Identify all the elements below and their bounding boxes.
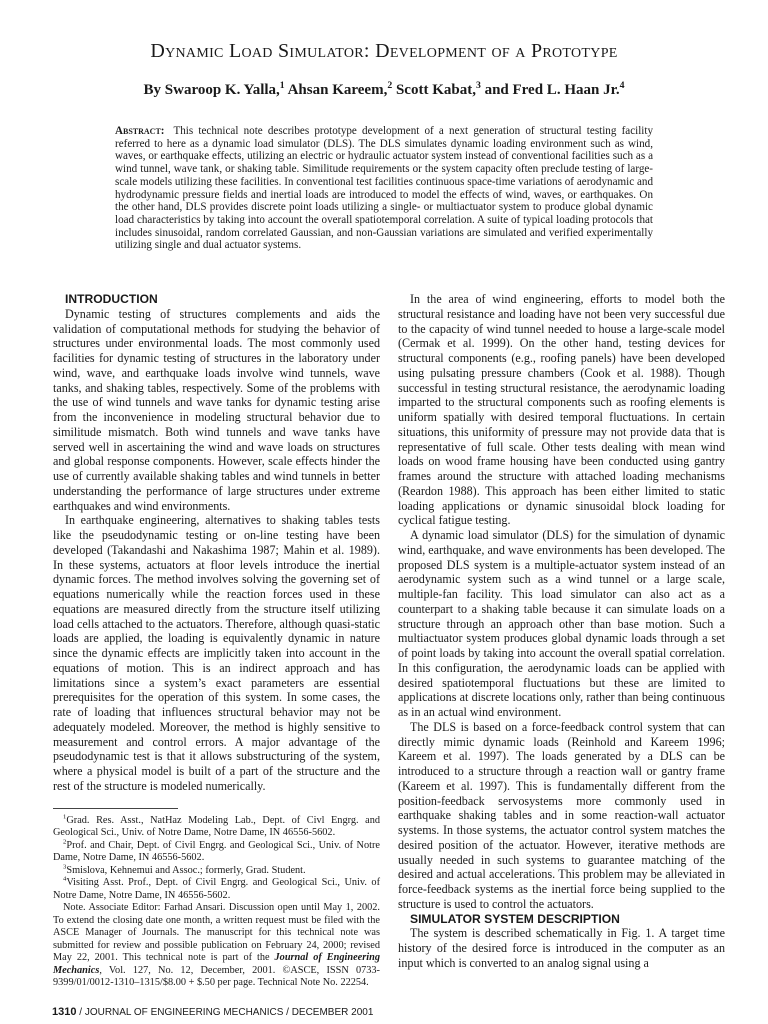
paragraph: A dynamic load simulator (DLS) for the simulation of dynamic wind, earthquake, and wave environments has been developed. The proposed DLS system is a multiple-actuator system instead of an aerodynamic system such as a wind tunnel or a large scale, multiple-fan facility. This load simulator can also act as a counterpart to a shaking table because it can simulate loads on a structure through an approach other than base motion. Such a multiactuator system produces global dynamic loads through a set of point loads by taking into account the overall spatial correlation. In this configuration, the aerodynamic loads can be applied with desired spatiotemporal fluctuations but these are limited to applications at discrete locations only, rather than being continuous as in an actual wind environment. [398,528,725,719]
footnote-divider [53,808,178,809]
journal-footer-line: / JOURNAL OF ENGINEERING MECHANICS / DECEMBER 2001 [76,1007,374,1018]
footnote-mark: 2 [63,838,67,846]
abstract-text: This technical note describes prototype development of a next generation of structural testing facility referred to here as a dynamic load simulator (DLS). The DLS simulates dynamic loading environment such as wind, waves, or earthquake effects, utilizing an electric or hydraulic actuator system instead of conventional facilities such as a wind tunnel, wave tank, or shaking table. Similitude requirements or the system capacity often preclude testing of large-scale models utilizing these facilities. In conventional test facilities continuous space-time variations of aerodynamic and hydrodynamic pressure fields and inertial loads are introduced to model the effects of wind, waves, or earthquakes. On the other hand, DLS provides discrete point loads utilizing a single- or multiactuator system to produce global dynamic load characteristics by taking into account the overall spatiotemporal correlation. A suite of typical loading protocols that includes sinusoidal, random correlated Gaussian, and non-Gaussian variations are simulated and verified experimentally utilizing single and dual actuator systems. [115,125,653,252]
page-footer [52,1006,373,1018]
journal-name: Journal of Engineering Mechanics [53,952,380,976]
footnote [53,840,380,865]
footnote-text: Prof. and Chair, Dept. of Civil Engrg. and Geological Sci., Univ. of Notre Dame, Notre Dame, IN 46556-5602. [53,839,380,863]
section-heading-simulator-system: SIMULATOR SYSTEM DESCRIPTION [410,911,620,926]
author-affiliation-mark: 2 [387,80,393,91]
editor-note-text: Note. Associate Editor: Farhad Ansari. Discussion open until May 1, 2002. To extend the closing date one month, a written request must be filed with the ASCE Manager of Journals. The manuscript for this technical note was submitted for review and possible publication on February 24, 2000; revised May 22, 2001. This technical note is part of the [53,902,380,963]
author-name: and Fred L. Haan Jr. [480,82,620,98]
footnote [53,865,380,878]
footnote-text: Grad. Res. Asst., NatHaz Modeling Lab., Dept. of Civl Engrg. and Geological Sci., Univ. of Notre Dame, Notre Dame, IN 46556-5602. [53,814,380,838]
author-name: Swaroop K. Yalla, [164,82,280,98]
paragraph: In earthquake engineering, alternatives to shaking tables tests like the pseudodynamic testing or on-line testing have been developed (Takandashi and Nakashima 1987; Mahin et al. 1989). In these systems, actuators at floor levels introduce the inertial dynamic forces. The method involves solving the governing set of equations numerically while the reaction forces used in these equations are measured directly from the structure itself utilizing load cells attached to the actuators. Therefore, although quasi-static loads are applied, the loading is equivalently dynamic in nature since the dynamic effects are implicitly taken into account in the equations of motion. This is an indirect approach and has limitations since a system’s exact parameters are essential prerequisites for the operation of this system. In some cases, the rate of loading that influences structural behavior may not be adequately modeled. Moreover, the method is highly sensitive to measurement and control errors. A major advantage of the pseudodynamic test is that it allows substructuring of the system, where a physical model is built of a part of the structure and the rest of the structure is modeled numerically. [53,513,380,793]
footnote-text: Smislova, Kehnemui and Assoc.; formerly, Grad. Student. [66,864,306,876]
paper-title: Dynamic Load Simulator: Development of a Prototype [150,40,618,62]
paragraph: Dynamic testing of structures complements and aids the validation of computational methods for studying the behavior of structures under environmental loads. The most commonly used facilities for dynamic testing of structures in the laboratory under wind, wave, and earthquake loads involve wind tunnels, wave tanks, and shaking tables, respectively. Some of the problems with the use of wind tunnels and wave tanks for dynamic testing arise from the inconvenience in modeling structural behavior due to similitude mismatch. Both wind tunnels and wave tanks have served well in ascertaining the wind and wave loads on structures and global response components. However, scale effects hinder the use of currently available shaking tables and wind tunnels in better understanding the performance of large structures under extreme earthquakes and wind environments. [53,306,380,513]
author-name: Ahsan Kareem, [284,82,388,98]
author-affiliation-mark: 3 [475,80,481,91]
footnote-text: Visiting Asst. Prof., Dept. of Civil Engrg. and Geological Sci., Univ. of Notre Dame, Notre Dame, IN 46556-5602. [53,877,380,901]
abstract [115,125,653,252]
author-affiliation-mark: 1 [279,80,285,91]
footnote-mark: 3 [63,863,67,871]
page-number: 1310 [52,1006,77,1018]
editor-note [53,902,380,990]
author-affiliation-mark: 4 [619,80,625,91]
abstract-label: Abstract: [115,125,165,137]
editor-note-text-end: , Vol. 127, No. 12, December, 2001. ©ASCE, ISSN 0733-9399/01/0012-1310–1315/$8.00 + $.50 per page. Technical Note No. 22254. [53,964,380,988]
footnote [53,877,380,902]
paragraph: In the area of wind engineering, efforts to model both the structural resistance and loading have not been very successful due to the capacity of wind tunnel needed to house a large-scale model (Cermak et al. 1999). On the other hand, testing devices for structural components (e.g., roofing panels) have been developed using pulsating pressure chambers (Cook et al. 1988). Though successful in testing structural resistance, the aerodynamic loading imparted to the structural components such as roofing elements is uniform spatially with desired temporal fluctuations. In certain situations, this uniformity of pressure may not provide data that is representative of full scale. Other tests dealing with mean wind loads on wood frame housing have been conducted using gantry frames around the structure with attached loading mechanisms (Reardon 1988). This approach has been either limited to static loading applications or dynamic sinusoidal block loading for cyclical fatigue testing. [398,292,725,528]
right-column [398,292,725,971]
footnotes [53,815,380,990]
section-heading-introduction: INTRODUCTION [65,292,158,306]
footnote-mark: 1 [63,813,67,821]
paragraph: The DLS is based on a force-feedback control system that can directly mimic dynamic loads (Reinhold and Kareem 1996; Kareem et al. 1997). The loads generated by a DLS can be introduced to a structure through a reaction wall or gantry frame (Kareem et al. 1997). This is fundamentally different from the position-feedback servosystems more commonly used in earthquake shaking tables and in some reaction-wall actuator systems. In those systems, the actuator control system matches the desired position of the actuator. However, iterative methods are usually needed in such systems to guarantee matching of the desired and actual accelerations. This problem may be alleviated in force-feedback systems as the inertial force being supplied to the structure is used to control the actuators. [398,719,725,911]
byline-prefix: By [143,82,165,98]
footnote [53,815,380,840]
author-name: Scott Kabat, [392,82,476,98]
left-column [53,292,380,990]
footnote-mark: 4 [63,875,67,883]
paragraph: The system is described schematically in Fig. 1. A target time history of the desired force is introduced in the computer as an input which is converted to an analog signal using a [398,926,725,970]
author-byline [40,82,728,99]
